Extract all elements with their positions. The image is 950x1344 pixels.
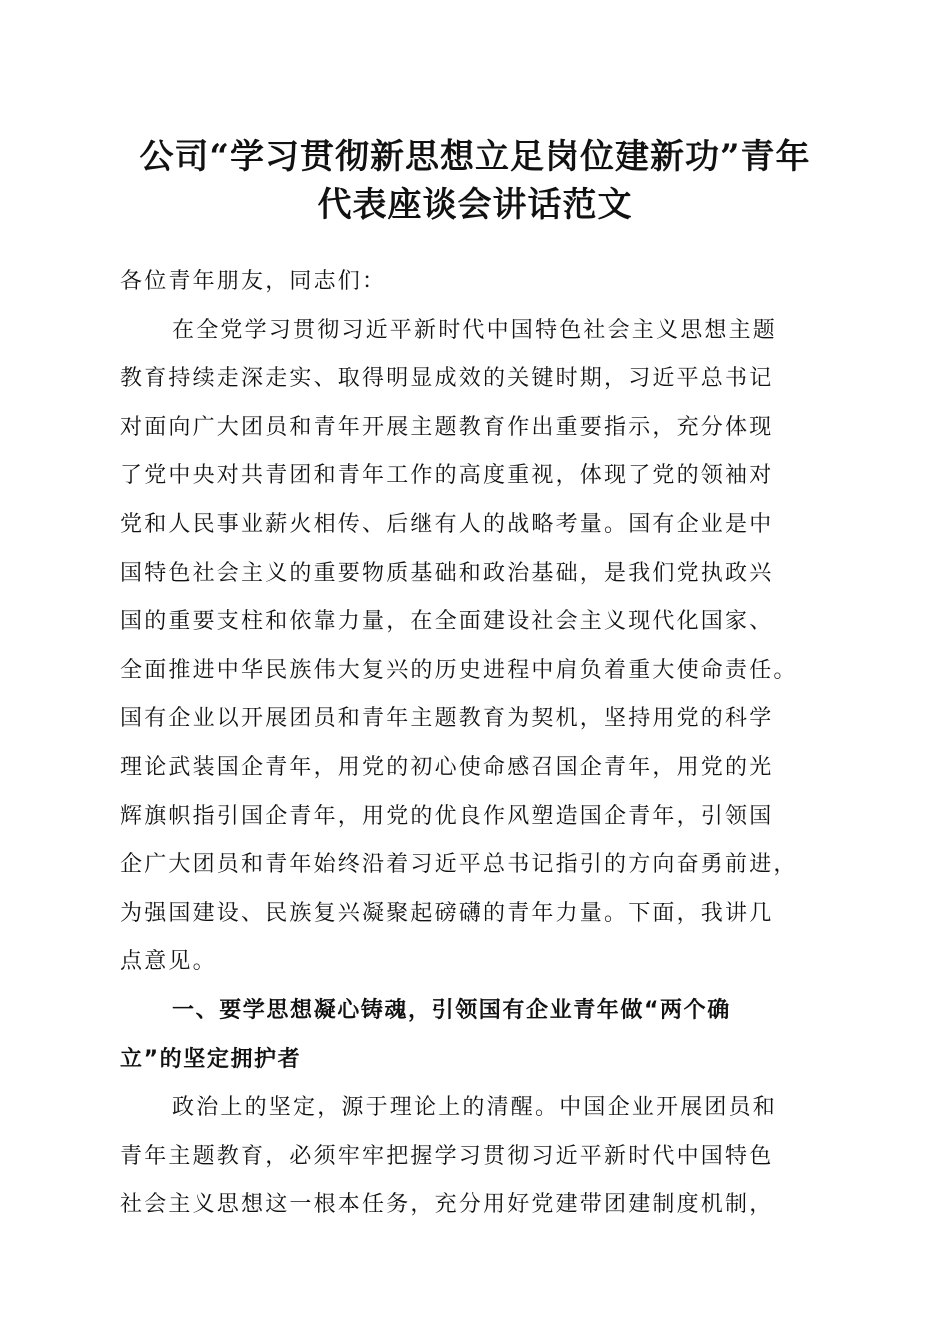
document-title xyxy=(90,133,860,229)
paragraph-line: 为强国建设、民族复兴凝聚起磅礴的青年力量。下面，我讲几 xyxy=(120,900,774,926)
paragraph-line: 在全党学习贯彻习近平新时代中国特色社会主义思想主题 xyxy=(172,317,778,343)
paragraph-line: 国的重要支柱和依靠力量，在全面建设社会主义现代化国家、 xyxy=(120,609,774,635)
greeting: 各位青年朋友，同志们： xyxy=(120,269,387,294)
paragraph-line: 辉旗帜指引国企青年，用党的优良作风塑造国企青年，引领国 xyxy=(120,803,774,829)
paragraph-line: 政治上的坚定，源于理论上的清醒。中国企业开展团员和 xyxy=(172,1095,778,1121)
title-line: 代表座谈会讲话范文 xyxy=(317,185,633,225)
section-heading: 立”的坚定拥护者 xyxy=(120,1046,302,1072)
paragraph-line: 理论武装国企青年，用党的初心使命感召国企青年，用党的光 xyxy=(120,754,774,780)
paragraph-line: 对面向广大团员和青年开展主题教育作出重要指示，充分体现 xyxy=(120,414,774,440)
paragraph-line: 全面推进中华民族伟大复兴的历史进程中肩负着重大使命责任。 xyxy=(120,657,798,683)
paragraph-line: 教育持续走深走实、取得明显成效的关键时期，习近平总书记 xyxy=(120,366,774,392)
paragraph-line: 了党中央对共青团和青年工作的高度重视，体现了党的领袖对 xyxy=(120,463,774,489)
paragraph-line: 国有企业以开展团员和青年主题教育为契机，坚持用党的科学 xyxy=(120,706,774,732)
section-heading: 一、要学思想凝心铸魂，引领国有企业青年做“两个确 xyxy=(172,997,731,1023)
paragraph-line: 企广大团员和青年始终沿着习近平总书记指引的方向奋勇前进， xyxy=(120,852,798,878)
title-line: 公司“学习贯彻新思想立足岗位建新功”青年 xyxy=(139,137,811,177)
paragraph-line: 社会主义思想这一根本任务，充分用好党建带团建制度机制， xyxy=(120,1192,774,1218)
paragraph-line: 国特色社会主义的重要物质基础和政治基础，是我们党执政兴 xyxy=(120,560,774,586)
paragraph-line: 点意见。 xyxy=(120,949,217,975)
document-body xyxy=(120,258,840,1230)
paragraph-line: 党和人民事业薪火相传、后继有人的战略考量。国有企业是中 xyxy=(120,511,774,537)
paragraph-line: 青年主题教育，必须牢牢把握学习贯彻习近平新时代中国特色 xyxy=(120,1143,774,1169)
